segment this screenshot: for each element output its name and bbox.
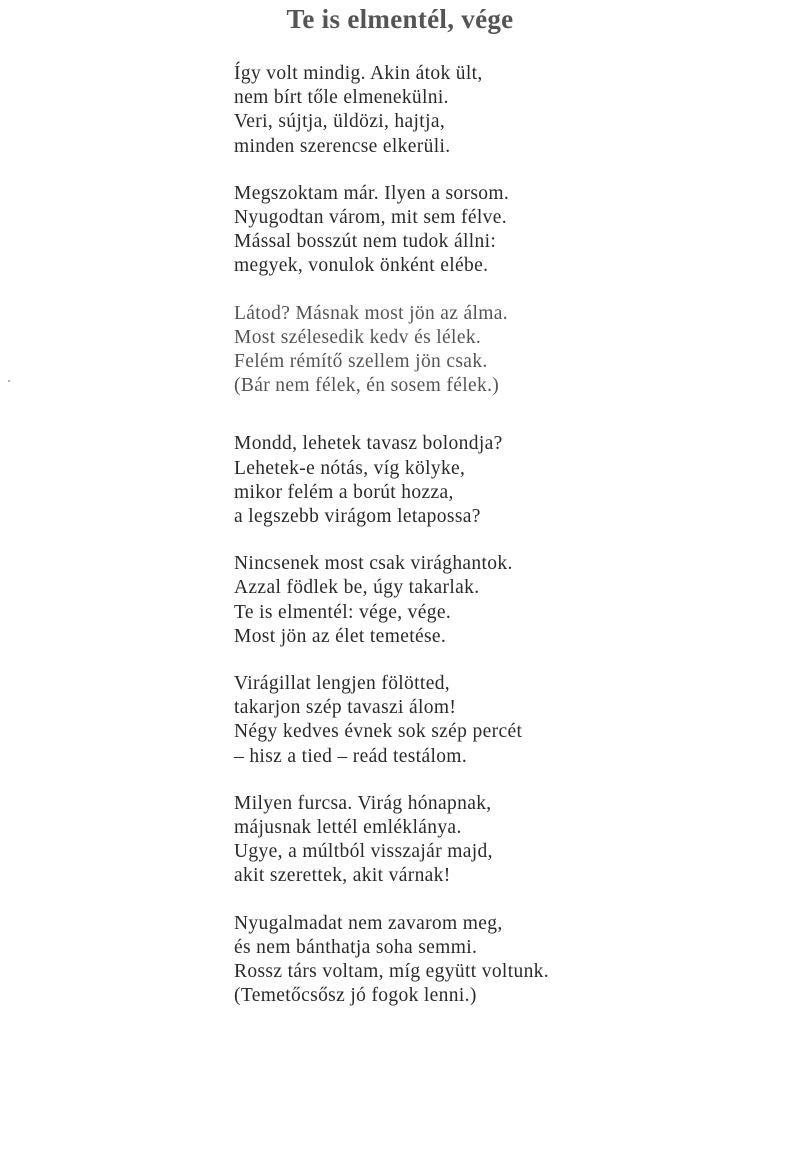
- poem-line: Négy kedves évnek sok szép percét: [234, 721, 523, 743]
- poem-line: Mással bosszút nem tudok állni:: [234, 231, 497, 253]
- poem-line: Nyugodtan várom, mit sem félve.: [234, 207, 507, 229]
- poem-line: Felém rémítő szellem jön csak.: [234, 351, 488, 373]
- poem-line: Rossz társ voltam, míg együtt voltunk.: [234, 961, 549, 983]
- poem-line: megyek, vonulok önként elébe.: [234, 255, 489, 277]
- poem-line: Milyen furcsa. Virág hónapnak,: [234, 792, 492, 814]
- poem-line: májusnak lettél emléklánya.: [234, 817, 462, 839]
- stanza-3: [234, 302, 754, 399]
- poem-line: a legszebb virágom letapossa?: [234, 506, 481, 528]
- poem-line: Azzal födlek be, úgy takarlak.: [234, 577, 480, 599]
- poem-line: – hisz a tied – reád testálom.: [234, 745, 468, 767]
- scan-speck: [8, 380, 10, 382]
- stanza-7: [234, 792, 754, 889]
- stanza-4: [234, 432, 754, 529]
- poem-line: mikor felém a borút hozza,: [234, 481, 454, 503]
- poem-line: (Temetőcsősz jó fogok lenni.): [234, 985, 477, 1007]
- poem-line: Így volt mindig. Akin átok ült,: [234, 63, 483, 84]
- poem-line: Nincsenek most csak virághantok.: [234, 553, 513, 575]
- poem-line: Látod? Másnak most jön az álma.: [234, 302, 509, 324]
- stanza-8: [234, 912, 754, 1009]
- poem-line: Veri, sújtja, üldözi, hajtja,: [234, 111, 446, 133]
- poem-line: takarjon szép tavaszi álom!: [234, 697, 457, 719]
- poem-line: Nyugalmadat nem zavarom meg,: [234, 912, 503, 934]
- stanza-1: [234, 62, 754, 159]
- stanza-6: [234, 672, 754, 769]
- poem-line: Lehetek-e nótás, víg kölyke,: [234, 457, 466, 479]
- poem-line: (Bár nem félek, én sosem félek.): [234, 375, 500, 397]
- poem-line: és nem bánthatja soha semmi.: [234, 936, 478, 958]
- poem-line: nem bírt tőle elmenekülni.: [234, 87, 449, 109]
- poem-line: Megszoktam már. Ilyen a sorsom.: [234, 182, 510, 204]
- poem-line: Te is elmentél: vége, vége.: [234, 601, 452, 623]
- poem-line: Mondd, lehetek tavasz bolondja?: [234, 433, 503, 455]
- poem-line: minden szerencse elkerüli.: [234, 135, 451, 157]
- poem-body: [234, 62, 754, 1009]
- poem-line: Most jön az élet temetése.: [234, 625, 447, 647]
- stanza-5: [234, 552, 754, 649]
- poem-line: akit szerettek, akit várnak!: [234, 865, 451, 887]
- poem-line: Most szélesedik kedv és lélek.: [234, 326, 482, 348]
- poem-title: Te is elmentél, vége: [286, 4, 514, 34]
- poem-line: Virágillat lengjen fölötted,: [234, 673, 451, 695]
- stanza-2: [234, 182, 754, 279]
- poem-line: Ugye, a múltból visszajár majd,: [234, 841, 493, 863]
